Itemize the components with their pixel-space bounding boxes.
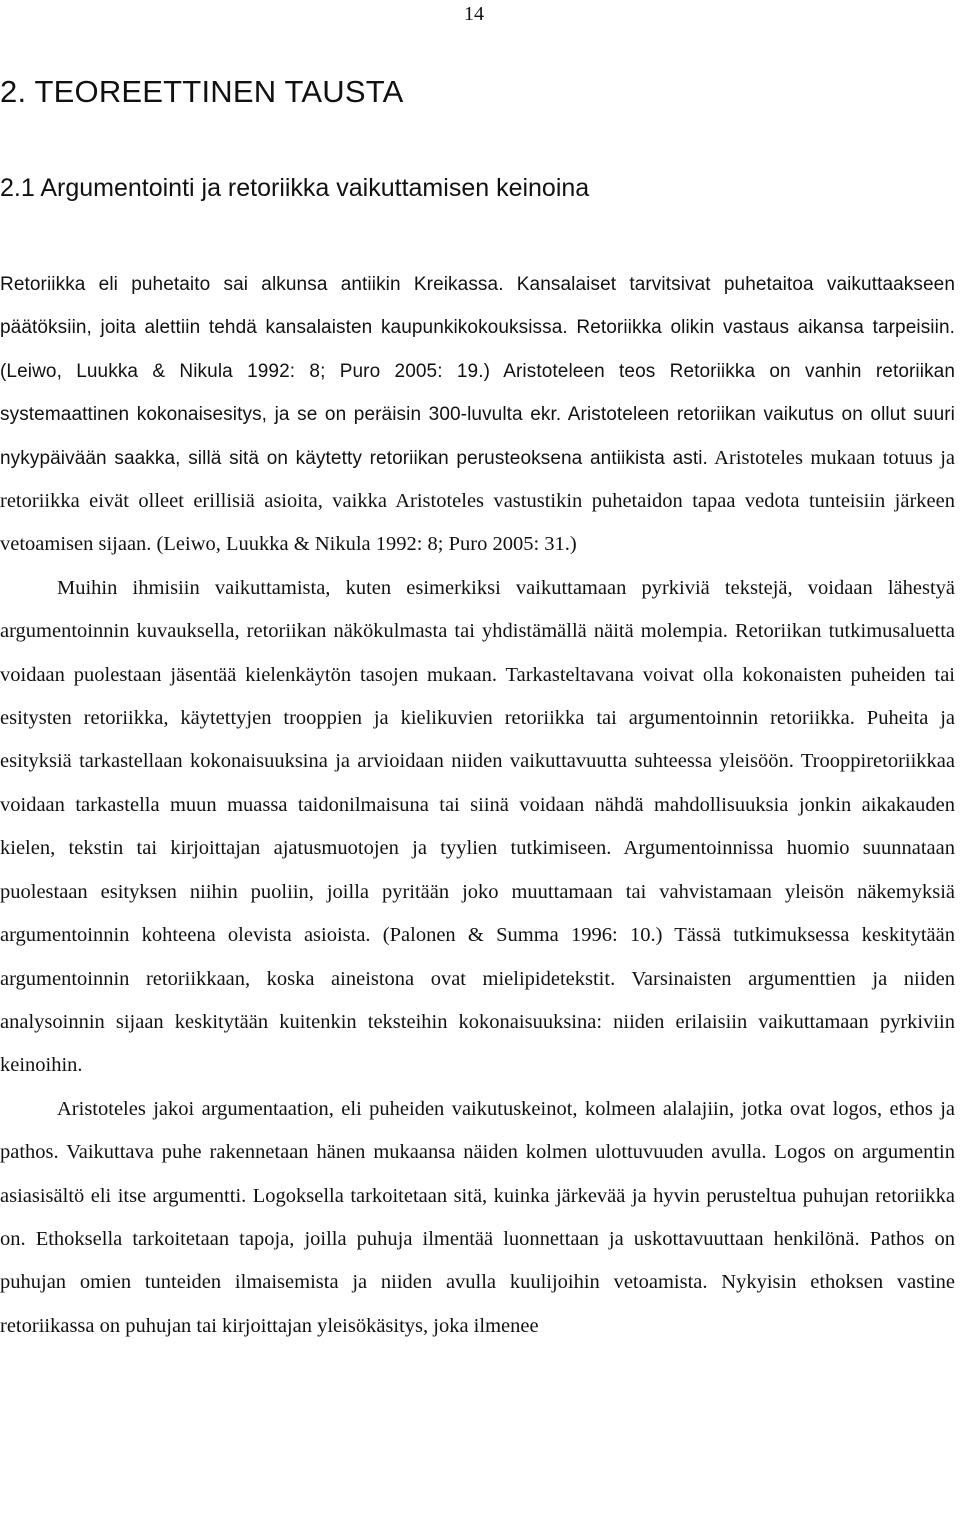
- chapter-title: 2. TEOREETTINEN TAUSTA: [0, 74, 404, 109]
- body-text: [0, 263, 955, 1348]
- paragraph-2: Muihin ihmisiin vaikuttamista, kuten esimerkiksi vaikuttamaan pyrkiviä tekstejä, voidaan lähestyä argumentoinnin kuvauksella, retoriikan näkökulmasta tai yhdistämällä näitä molempia. Retoriikan tutkimusaluetta voidaan puolestaan jäsentää kielenkäytön tasojen mukaan. Tarkasteltavana voivat olla kokonaisten puheiden tai esitysten retoriikka, käytettyjen trooppien ja kielikuvien retoriikka tai argumentoinnin retoriikka. Puheita ja esityksiä tarkastellaan kokonaisuuksina ja arvioidaan niiden vaikuttavuutta suhteessa yleisöön. Trooppiretoriikkaa voidaan tarkastella muun muassa taidonilmaisuna tai siinä voidaan nähdä mahdollisuuksia jonkin aikakauden kielen, tekstin tai kirjoittajan ajatusmuotojen ja tyylien tutkimiseen. Argumentoinnissa huomio suunnataan puolestaan esityksen niihin puoliin, joilla pyritään joko muuttamaan tai vahvistamaan yleisön näkemyksiä argumentoinnin kohteena olevista asioista. (Palonen & Summa 1996: 10.) Tässä tutkimuksessa keskitytään argumentoinnin retoriikkaan, koska aineistona ovat mielipidetekstit. Varsinaisten argumenttien ja niiden analysoinnin sijaan keskitytään kuitenkin teksteihin kokonaisuuksina: niiden erilaisiin vaikuttamaan pyrkiviin keinoihin.: [0, 576, 955, 1077]
- paragraph-1-sans-part: Retoriikka eli puhetaito sai alkunsa antiikin Kreikassa. Kansalaiset tarvitsivat puhetaitoa vaikuttaakseen päätöksiin, joita alettiin tehdä kansalaisten kaupunkikokouksissa. Retoriikka olikin vastaus aikansa tarpeisiin. (Leiwo, Luukka & Nikula 1992: 8; Puro 2005: 19.) Aristoteleen teos Retoriikka on vanhin retoriikan systemaattinen kokonaisesitys, ja se on peräisin 300-luvulta ekr. Aristoteleen retoriikan vaikutus on ollut suuri nykypäivään saakka, sillä sitä on käytetty retoriikan perusteoksena antiikista asti.: [0, 274, 955, 469]
- page-number: 14: [464, 3, 484, 25]
- section-title: 2.1 Argumentointi ja retoriikka vaikuttamisen keinoina: [0, 174, 590, 202]
- paragraph-3: Aristoteles jakoi argumentaation, eli puheiden vaikutuskeinot, kolmeen alalajiin, jotka ovat logos, ethos ja pathos. Vaikuttava puhe rakennetaan hänen mukaansa näiden kolmen ulottuvuuden avulla. Logos on argumentin asiasisältö eli itse argumentti. Logoksella tarkoitetaan sitä, kuinka järkevää ja hyvin perusteltua puhujan retoriikka on. Ethoksella tarkoitetaan tapoja, joilla puhuja ilmentää luonnettaan ja uskottavuuttaan henkilönä. Pathos on puhujan omien tunteiden ilmaisemista ja niiden avulla kuulijoihin vetoamista. Nykyisin ethoksen vastine retoriikassa on puhujan tai kirjoittajan yleisökäsitys, joka ilmenee: [0, 1097, 955, 1337]
- paragraph-1-serif-part: Aristoteles mukaan totuus ja retoriikka eivät olleet erillisiä asioita, vaikka Aristoteles vastustikin puhetaidon tapaa vedota tunteisiin järkeen vetoamisen sijaan. (Leiwo, Luukka & Nikula 1992: 8; Puro 2005: 31.): [0, 446, 956, 556]
- paragraph-1: [0, 263, 955, 567]
